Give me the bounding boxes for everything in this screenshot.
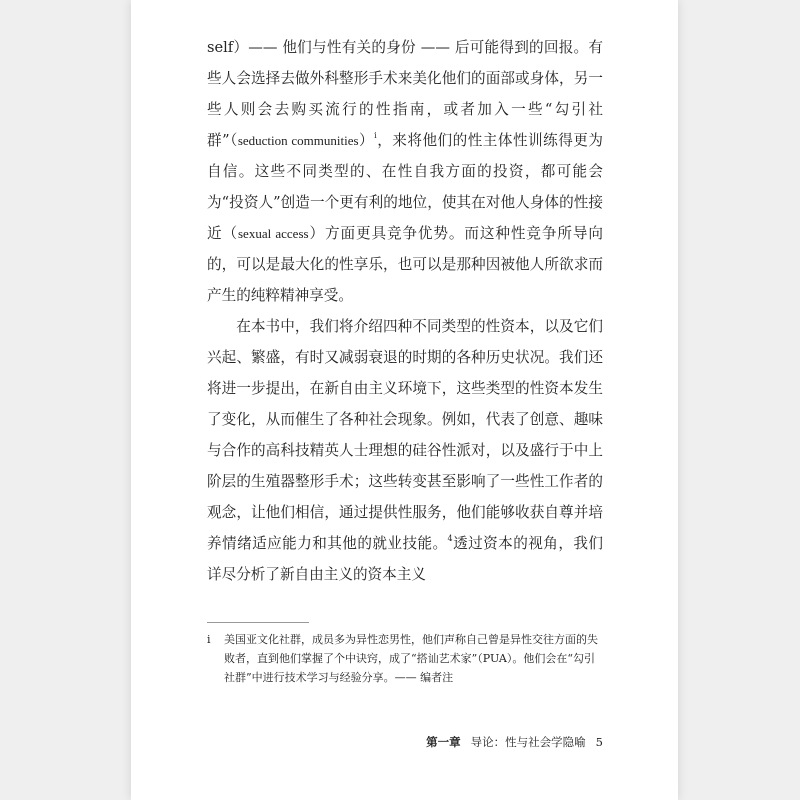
footnote-divider	[207, 622, 309, 623]
footnote	[207, 630, 603, 687]
paragraph-2-text-a: 在本书中，我们将介绍四种不同类型的性资本，以及它们兴起、繁盛，有时又减弱衰退的时期的各种历史状况。我们还将进一步提出，在新自由主义环境下，这些类型的性资本发生了变化，从而催生了各种社会现象。例如，代表了创意、趣味与合作的高科技精英人士理想的硅谷性派对，以及盛行于中上阶层的生殖器整形手术；这些转变甚至影响了一些性工作者的观念，让他们相信，通过提供性服务，他们能够收获自尊并培养情绪适应能力和其他的就业技能。	[207, 318, 603, 552]
footnote-marker: i	[207, 633, 211, 646]
footnote-text: 美国亚文化社群，成员多为异性恋男性，他们声称自己曾是异性交往方面的失败者，直到他们掌握了个中诀窍，成了“搭讪艺术家”（PUA）。他们会在“勾引社群”中进行技术学习与经验分享。—— 编者注	[224, 633, 598, 684]
footnote-ref-i[interactable]: i	[374, 131, 377, 140]
term-sexual-access: sexual access	[238, 226, 309, 241]
page-number: 5	[595, 735, 603, 749]
book-page	[131, 0, 678, 800]
running-footer	[426, 734, 603, 750]
paragraph-1-text-a: self）—— 他们与性有关的身份 —— 后可能得到的回报。有些人会选择去做外科整形手术来美化他们的面部或身体，另一些人则会去购买流行的性指南，或者加入一些“勾引社群”（	[207, 39, 603, 149]
paragraph-1-text-c: ，来将他们的性主体性训练得更为自信。这些不同类型的、在性自我方面的投资，都可能会为“投资人”创造一个更有利的地位，使其在对他人身体的性接近（	[207, 132, 603, 242]
footer-chapter-title: 导论：性与社会学隐喻	[470, 735, 586, 749]
paragraph-2-text-b: 透过资本的视角，我们详尽分析了新自由主义的资本主义	[207, 535, 603, 583]
endnote-ref-4[interactable]: 4	[447, 534, 453, 543]
paragraph-1-text-b: ）	[358, 132, 375, 149]
term-seduction-communities: seduction communities	[237, 133, 359, 148]
footer-chapter: 第一章	[426, 735, 461, 749]
body-text	[207, 32, 603, 590]
paragraph-2	[207, 311, 603, 590]
paragraph-1-text-d: ）方面更具竞争优势。而这种性竞争所导向的，可以是最大化的性享乐，也可以是那种因被他人所欲求而产生的纯粹精神享受。	[207, 225, 603, 304]
paragraph-1	[207, 32, 603, 311]
